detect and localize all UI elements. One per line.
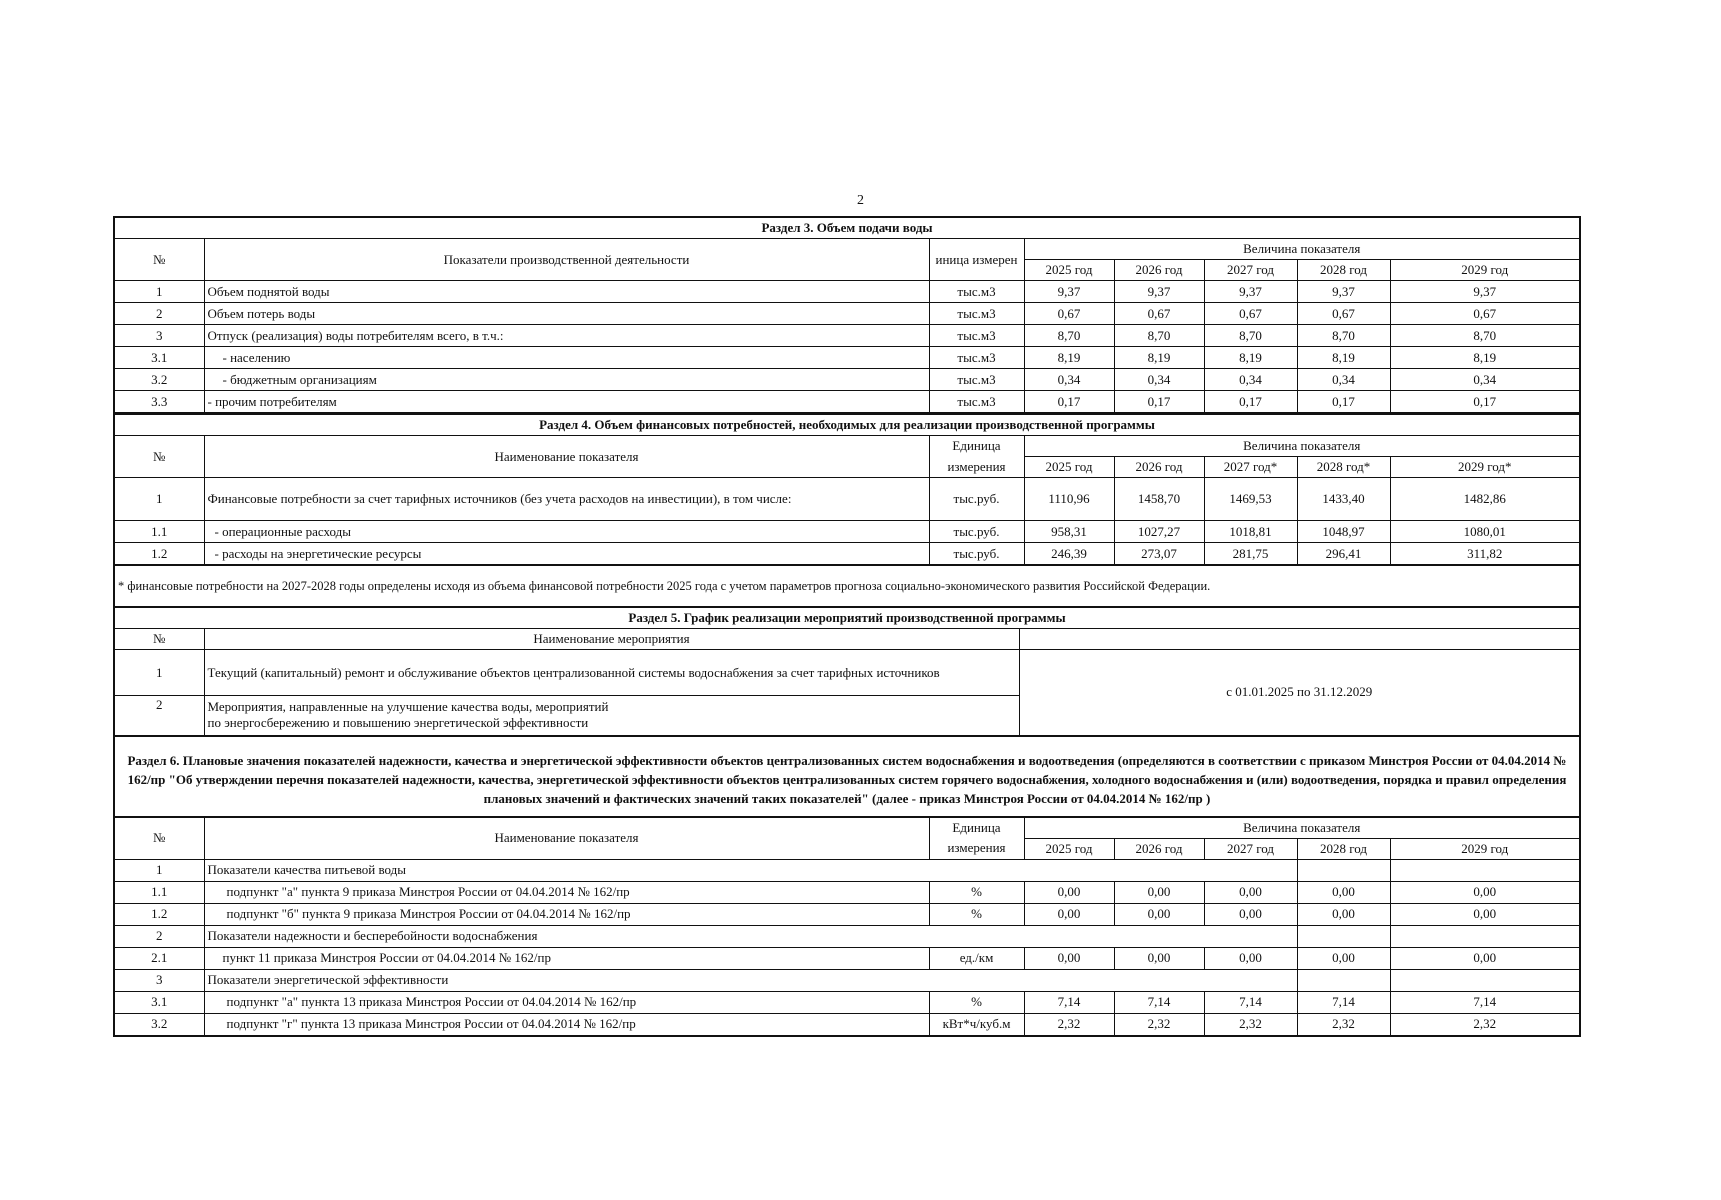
row-value: 1080,01 xyxy=(1390,521,1580,543)
row-num: 1.1 xyxy=(114,881,204,903)
col-num-header: № xyxy=(114,239,204,281)
year-header: 2027 год* xyxy=(1204,457,1297,478)
row-num: 2 xyxy=(114,696,204,736)
year-header: 2027 год xyxy=(1204,260,1297,281)
row-value: 8,70 xyxy=(1114,325,1204,347)
row-value: 0,67 xyxy=(1297,303,1390,325)
row-num: 3.1 xyxy=(114,347,204,369)
year-header: 2029 год* xyxy=(1390,457,1580,478)
row-value: 0,34 xyxy=(1024,369,1114,391)
period-cell: с 01.01.2025 по 31.12.2029 xyxy=(1019,650,1580,736)
row-name: - населению xyxy=(204,347,929,369)
group-num: 3 xyxy=(114,969,204,991)
row-value: 9,37 xyxy=(1024,281,1114,303)
year-header: 2025 год xyxy=(1024,838,1114,859)
table-row xyxy=(114,521,1580,543)
year-header: 2026 год xyxy=(1114,260,1204,281)
year-header: 2029 год xyxy=(1390,838,1580,859)
table-row xyxy=(114,303,1580,325)
col-value-header: Величина показателя xyxy=(1024,817,1580,839)
row-unit: тыс.м3 xyxy=(929,281,1024,303)
row-unit: тыс.м3 xyxy=(929,369,1024,391)
row-unit: тыс.м3 xyxy=(929,303,1024,325)
table-row xyxy=(114,947,1580,969)
year-header: 2027 год xyxy=(1204,838,1297,859)
col-value-header: Величина показателя xyxy=(1024,436,1580,457)
year-header: 2028 год xyxy=(1297,260,1390,281)
group-name: Показатели энергетической эффективности xyxy=(204,969,1297,991)
row-value: 1482,86 xyxy=(1390,478,1580,521)
row-name: - операционные расходы xyxy=(204,521,929,543)
col-name-header: Наименование показателя xyxy=(204,817,929,860)
row-name: Объем поднятой воды xyxy=(204,281,929,303)
row-value: 7,14 xyxy=(1114,991,1204,1013)
section6-table xyxy=(113,816,1581,1037)
row-num: 1 xyxy=(114,281,204,303)
section5-table xyxy=(113,606,1581,737)
row-value: 7,14 xyxy=(1390,991,1580,1013)
row-name xyxy=(204,696,1019,736)
row-value: 1433,40 xyxy=(1297,478,1390,521)
row-value: 0,00 xyxy=(1297,881,1390,903)
table-row xyxy=(114,991,1580,1013)
col-num-header: № xyxy=(114,436,204,478)
row-value: 0,34 xyxy=(1390,369,1580,391)
row-value: 2,32 xyxy=(1390,1013,1580,1036)
row-name: подпункт "б" пункта 9 приказа Минстроя России от 04.04.2014 № 162/пр xyxy=(204,903,929,925)
row-value: 958,31 xyxy=(1024,521,1114,543)
year-header: 2026 год xyxy=(1114,838,1204,859)
row-num: 3 xyxy=(114,325,204,347)
section4-table xyxy=(113,414,1581,566)
row-value: 8,70 xyxy=(1024,325,1114,347)
group-num: 2 xyxy=(114,925,204,947)
row-value: 0,00 xyxy=(1114,947,1204,969)
row-value: 0,17 xyxy=(1390,391,1580,414)
group-row xyxy=(114,925,1580,947)
group-name: Показатели надежности и бесперебойности водоснабжения xyxy=(204,925,1297,947)
row-value: 1110,96 xyxy=(1024,478,1114,521)
row-value: 8,19 xyxy=(1114,347,1204,369)
row-unit: тыс.м3 xyxy=(929,391,1024,414)
row-value: 0,00 xyxy=(1390,903,1580,925)
row-num: 1.2 xyxy=(114,543,204,566)
row-value: 1018,81 xyxy=(1204,521,1297,543)
row-unit: тыс.руб. xyxy=(929,478,1024,521)
row-value: 8,19 xyxy=(1390,347,1580,369)
section3-title: Раздел 3. Объем подачи воды xyxy=(114,217,1580,239)
row-value: 0,67 xyxy=(1204,303,1297,325)
col-unit-header-line2: измерения xyxy=(929,838,1024,859)
table-row xyxy=(114,650,1580,696)
col-name-header: Наименование мероприятия xyxy=(204,629,1019,650)
section4-title: Раздел 4. Объем финансовых потребностей, необходимых для реализации производственной программы xyxy=(114,415,1580,436)
row-unit: кВт*ч/куб.м xyxy=(929,1013,1024,1036)
table-row xyxy=(114,903,1580,925)
row-name: Объем потерь воды xyxy=(204,303,929,325)
row-value: 9,37 xyxy=(1390,281,1580,303)
row-name: - прочим потребителям xyxy=(204,391,929,414)
row-name: Финансовые потребности за счет тарифных источников (без учета расходов на инвестиции), в том числе: xyxy=(204,478,929,521)
row-value: 311,82 xyxy=(1390,543,1580,566)
row-value: 0,00 xyxy=(1024,881,1114,903)
section6-title xyxy=(113,737,1581,816)
row-value: 7,14 xyxy=(1297,991,1390,1013)
row-name: пункт 11 приказа Минстроя России от 04.04.2014 № 162/пр xyxy=(204,947,929,969)
row-value: 1027,27 xyxy=(1114,521,1204,543)
row-unit: тыс.руб. xyxy=(929,521,1024,543)
year-header: 2028 год* xyxy=(1297,457,1390,478)
table-row xyxy=(114,478,1580,521)
row-value: 8,70 xyxy=(1204,325,1297,347)
row-value: 2,32 xyxy=(1204,1013,1297,1036)
table-row xyxy=(114,543,1580,566)
table-row xyxy=(114,347,1580,369)
row-value: 2,32 xyxy=(1024,1013,1114,1036)
row-num: 1 xyxy=(114,478,204,521)
table-row xyxy=(114,369,1580,391)
row-num: 2 xyxy=(114,303,204,325)
row-value: 0,00 xyxy=(1204,903,1297,925)
row-unit: тыс.м3 xyxy=(929,325,1024,347)
table-row xyxy=(114,1013,1580,1036)
row-value: 273,07 xyxy=(1114,543,1204,566)
col-name-header: Показатели производственной деятельности xyxy=(204,239,929,281)
row-value: 0,00 xyxy=(1390,881,1580,903)
footnote: * финансовые потребности на 2027-2028 годы определены исходя из объема финансовой потребности 2025 года с учетом параметров прогноза социально-экономического развития Российской Федерации. xyxy=(113,566,1581,606)
table-row xyxy=(114,281,1580,303)
section5-title: Раздел 5. График реализации мероприятий производственной программы xyxy=(114,607,1580,629)
row-num: 3.1 xyxy=(114,991,204,1013)
row-value: 2,32 xyxy=(1297,1013,1390,1036)
row-value: 0,00 xyxy=(1024,903,1114,925)
row-value: 1458,70 xyxy=(1114,478,1204,521)
row-value: 0,67 xyxy=(1390,303,1580,325)
row-value: 0,00 xyxy=(1114,903,1204,925)
row-value: 0,00 xyxy=(1024,947,1114,969)
row-value: 0,00 xyxy=(1204,947,1297,969)
table-row xyxy=(114,325,1580,347)
row-value: 0,17 xyxy=(1204,391,1297,414)
year-header: 2025 год xyxy=(1024,260,1114,281)
row-value: 246,39 xyxy=(1024,543,1114,566)
row-value: 0,00 xyxy=(1204,881,1297,903)
row-value: 0,17 xyxy=(1114,391,1204,414)
row-unit: % xyxy=(929,903,1024,925)
row-value: 9,37 xyxy=(1114,281,1204,303)
row-value: 2,32 xyxy=(1114,1013,1204,1036)
row-num: 1 xyxy=(114,650,204,696)
row-value: 0,34 xyxy=(1204,369,1297,391)
row-value: 281,75 xyxy=(1204,543,1297,566)
row-name-line: по энергосбережению и повышению энергетической эффективности xyxy=(207,715,589,731)
col-value-header: Величина показателя xyxy=(1024,239,1580,260)
row-name: подпункт "г" пункта 13 приказа Минстроя России от 04.04.2014 № 162/пр xyxy=(204,1013,929,1036)
col-unit-header: Единица xyxy=(929,817,1024,839)
row-value: 0,17 xyxy=(1024,391,1114,414)
row-value: 0,17 xyxy=(1297,391,1390,414)
col-num-header: № xyxy=(114,629,204,650)
col-num-header: № xyxy=(114,817,204,860)
row-value: 0,00 xyxy=(1297,947,1390,969)
table-row xyxy=(114,391,1580,414)
row-value: 0,67 xyxy=(1114,303,1204,325)
row-value: 9,37 xyxy=(1204,281,1297,303)
document-body xyxy=(113,216,1581,1037)
row-unit: % xyxy=(929,991,1024,1013)
row-unit: ед./км xyxy=(929,947,1024,969)
row-name: Отпуск (реализация) воды потребителям всего, в т.ч.: xyxy=(204,325,929,347)
section6-title-text: Раздел 6. Плановые значения показателей надежности, качества и энергетической эффективности объектов централизованных систем водоснабжения и водоотведения (определяются в соответствии с приказом Минстроя России от 04.04.2014 № 162/пр "Об утверждении перечня показателей надежности, качества, энергетической эффективности объектов централизованных систем горячего водоснабжения, холодного водоснабжения и (или) водоотведения, порядка и правил определения плановых значений и фактических значений таких показателей" (далее - приказ Минстроя России от 04.04.2014 № 162/пр ) xyxy=(127,752,1567,806)
row-value: 0,00 xyxy=(1114,881,1204,903)
row-value: 8,19 xyxy=(1024,347,1114,369)
col-unit-header: иница измерен xyxy=(929,239,1024,281)
col-unit-header: Единица xyxy=(929,436,1024,457)
row-unit: тыс.м3 xyxy=(929,347,1024,369)
row-value: 0,34 xyxy=(1114,369,1204,391)
row-num: 1.2 xyxy=(114,903,204,925)
group-row xyxy=(114,969,1580,991)
row-unit: % xyxy=(929,881,1024,903)
page-number: 2 xyxy=(857,193,864,208)
row-value: 7,14 xyxy=(1024,991,1114,1013)
row-value: 0,67 xyxy=(1024,303,1114,325)
group-name: Показатели качества питьевой воды xyxy=(204,859,1297,881)
row-num: 3.2 xyxy=(114,369,204,391)
row-value: 296,41 xyxy=(1297,543,1390,566)
row-value: 1469,53 xyxy=(1204,478,1297,521)
group-num: 1 xyxy=(114,859,204,881)
row-value: 0,00 xyxy=(1390,947,1580,969)
row-num: 3.3 xyxy=(114,391,204,414)
row-name: - расходы на энергетические ресурсы xyxy=(204,543,929,566)
row-name: - бюджетным организациям xyxy=(204,369,929,391)
row-value: 8,70 xyxy=(1390,325,1580,347)
row-value: 0,00 xyxy=(1297,903,1390,925)
row-name-line: Мероприятия, направленные на улучшение качества воды, мероприятий xyxy=(207,699,609,715)
section3-table xyxy=(113,216,1581,414)
row-name: Текущий (капитальный) ремонт и обслуживание объектов централизованной системы водоснабжения за счет тарифных источников xyxy=(204,650,1019,696)
row-value: 8,70 xyxy=(1297,325,1390,347)
table-row xyxy=(114,881,1580,903)
row-name: подпункт "а" пункта 13 приказа Минстроя России от 04.04.2014 № 162/пр xyxy=(204,991,929,1013)
year-header: 2028 год xyxy=(1297,838,1390,859)
col-name-header: Наименование показателя xyxy=(204,436,929,478)
row-value: 8,19 xyxy=(1204,347,1297,369)
row-num: 2.1 xyxy=(114,947,204,969)
row-value: 1048,97 xyxy=(1297,521,1390,543)
year-header: 2029 год xyxy=(1390,260,1580,281)
row-name: подпункт "а" пункта 9 приказа Минстроя России от 04.04.2014 № 162/пр xyxy=(204,881,929,903)
row-unit: тыс.руб. xyxy=(929,543,1024,566)
year-header: 2026 год xyxy=(1114,457,1204,478)
row-num: 3.2 xyxy=(114,1013,204,1036)
row-value: 8,19 xyxy=(1297,347,1390,369)
year-header: 2025 год xyxy=(1024,457,1114,478)
row-num: 1.1 xyxy=(114,521,204,543)
row-value: 9,37 xyxy=(1297,281,1390,303)
group-row xyxy=(114,859,1580,881)
row-value: 7,14 xyxy=(1204,991,1297,1013)
col-unit-header-line2: измерения xyxy=(929,457,1024,478)
row-value: 0,34 xyxy=(1297,369,1390,391)
